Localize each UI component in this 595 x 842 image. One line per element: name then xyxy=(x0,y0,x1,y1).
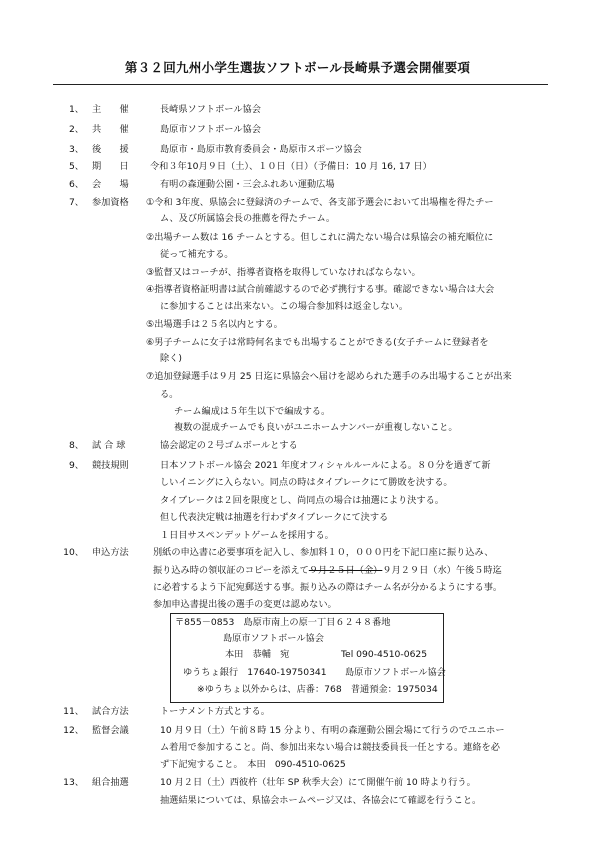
section-label: 監督会議 xyxy=(92,725,129,736)
section-value: 有明の森運動公園・三会ふれあい運動広場 xyxy=(160,179,335,190)
draw-line: 抽選結果については、県協会ホームページ又は、各協会にて確認を行うこと。 xyxy=(160,795,482,806)
section-number: 6、 xyxy=(68,179,84,190)
meeting-line: ム着用で参加すること。尚、参加出来ない場合は競技委員長一任とする。連絡を必 xyxy=(160,742,500,753)
draw-line: 10 月２日（土）西彼杵（壮年 SP 秋季大会）にて開催午前 10 時より行う。 xyxy=(160,777,476,788)
mailing-address-box xyxy=(170,613,444,703)
eligibility-line: に参加することは出来ない。この場合参加料は返金しない。 xyxy=(160,301,409,312)
eligibility-line: ⑤出場選手は２５名以内とする。 xyxy=(146,319,283,330)
application-line: に必着するよう下記宛郵送する事。振り込みの際はチーム名が分かるようにする事。 xyxy=(153,582,503,593)
section-value: 島原市・島原市教育委員会・島原市スポーツ協会 xyxy=(160,144,362,155)
section-number: 2、 xyxy=(68,124,84,135)
section-number: 7、 xyxy=(68,197,84,208)
rules-line: しいイニングに入らない。同点の時はタイブレークにて勝敗を決する。 xyxy=(160,477,453,488)
association-name: 島原市ソフトボール協会 xyxy=(223,633,324,644)
section-label: 競技規則 xyxy=(92,460,129,471)
section-label: 共 催 xyxy=(92,124,129,135)
section-label: 試合方法 xyxy=(92,706,129,717)
section-number: 9、 xyxy=(68,460,84,471)
section-value: トーナメント方式とする。 xyxy=(160,706,270,717)
application-text: 振り込み時の領収証のコピーを添えて xyxy=(153,565,309,576)
eligibility-line: 複数の混成チームでも良いがユニホームナンバーが重複しないこと。 xyxy=(174,422,458,433)
section-number: 12、 xyxy=(63,725,84,736)
rules-line: 但し代表決定戦は抽選を行わずタイブレークにて決する xyxy=(160,512,389,523)
section-number: 13、 xyxy=(63,777,84,788)
section-label: 試 合 球 xyxy=(92,440,126,451)
recipient-name: 本田 恭輔 宛 xyxy=(225,649,290,660)
phone-number: Tel 090-4510-0625 xyxy=(341,649,428,660)
rules-line: 日本ソフトボール協会 2021 年度オフィシャルルールによる。８０分を過ぎて新 xyxy=(160,460,491,471)
section-value: 長崎県ソフトボール協会 xyxy=(160,104,261,115)
application-line: 参加申込書提出後の選手の変更は認めない。 xyxy=(153,599,337,610)
meeting-line: 10 月９日（土）午前８時 15 分より、有明の森運動公園会場にて行うのでユニホー xyxy=(160,725,505,736)
section-label: 会 場 xyxy=(92,179,129,190)
struck-deadline: ９月２５日（金） xyxy=(308,565,383,576)
eligibility-line: ⑥男子チームに女子は常時何名までも出場することができる(女子チームに登録者を xyxy=(146,337,489,348)
application-deadline: ９月２９日（水）午後５時迄 xyxy=(382,565,502,576)
document-title: 第３２回九州小学生選抜ソフトボール長崎県予選会開催要項 xyxy=(124,60,471,75)
section-number: 3、 xyxy=(68,144,84,155)
bank-account: ゆうちょ銀行 17640-19750341 島原市ソフトボール協会 xyxy=(183,667,446,678)
application-line xyxy=(153,565,502,576)
rules-line: タイブレークは２回を限度とし、尚同点の場合は抽選により決する。 xyxy=(160,495,444,506)
eligibility-line: る。 xyxy=(160,389,179,400)
section-label: 参加資格 xyxy=(92,197,129,208)
section-label: 期 日 xyxy=(92,161,129,172)
eligibility-line: チーム編成は５年生以下で編成する。 xyxy=(174,406,331,417)
section-number: 5、 xyxy=(68,161,84,172)
section-number: 1、 xyxy=(68,104,84,115)
eligibility-line: ム、及び所属協会長の推薦を得たチーム。 xyxy=(160,213,336,224)
section-label: 組合抽選 xyxy=(92,777,129,788)
section-label: 申込方法 xyxy=(92,547,129,558)
section-label: 主 催 xyxy=(92,104,129,115)
application-line: 別紙の申込書に必要事項を記入し、参加料１０，０００円を下記口座に振り込み、 xyxy=(153,547,494,558)
section-value: 島原市ソフトボール協会 xyxy=(160,124,261,135)
title-divider xyxy=(53,84,548,85)
eligibility-line: ⑦追加登録選手は９月 25 日迄に県協会へ届けを認められた選手のみ出場することが出来 xyxy=(146,371,512,382)
bank-branch-info: ※ゆうちょ以外からは、店番：768 普通預金：1975034 xyxy=(197,684,438,695)
eligibility-line: ④指導者資格証明書は試合前確認するので必ず携行する事。確認できない場合は大会 xyxy=(146,284,495,295)
section-label: 後 援 xyxy=(92,144,129,155)
eligibility-line: ②出場チーム数は 16 チームとする。但しこれに満たない場合は県協会の補充順位に xyxy=(146,232,494,243)
rules-line: １日目サスペンデットゲームを採用する。 xyxy=(160,530,334,541)
section-number: 10、 xyxy=(63,547,84,558)
eligibility-line: 除く) xyxy=(160,353,182,364)
eligibility-line: 従って補充する。 xyxy=(160,249,234,260)
eligibility-line: ③監督又はコーチが、指導者資格を取得していなければならない。 xyxy=(146,267,421,278)
postal-address: 〒855－0853 島原市南上の原一丁目６２４８番地 xyxy=(175,617,391,628)
section-number: 11、 xyxy=(63,706,84,717)
eligibility-line: ①令和 3年度、県協会に登録済のチームで、各支部予選会において出場権を得たチー xyxy=(146,197,494,208)
section-number: 8、 xyxy=(68,440,84,451)
meeting-line: ず下記宛すること。 本田 090-4510-0625 xyxy=(160,759,346,770)
section-value: 協会認定の２号ゴムボールとする xyxy=(160,440,298,451)
section-value: 令和３年10月９日（土）、１０日（日）（予備日：10 月 16, 17 日） xyxy=(150,161,432,172)
